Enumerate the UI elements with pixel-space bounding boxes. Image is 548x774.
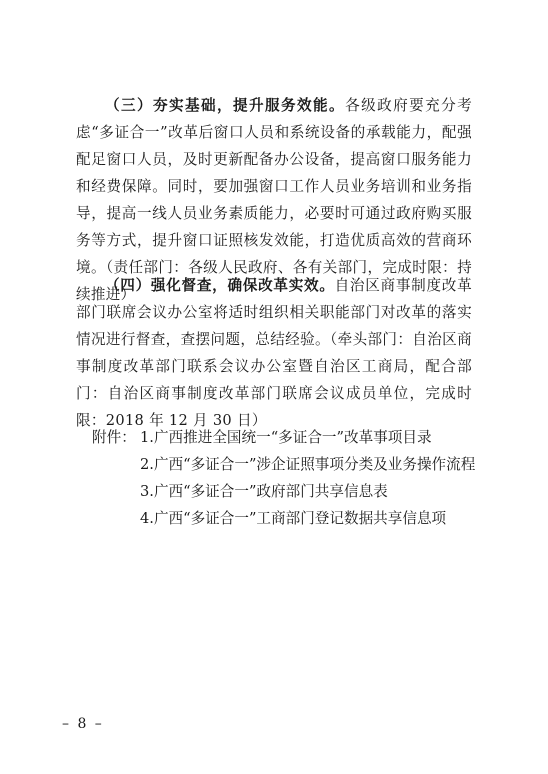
attachment-item: [140, 451, 480, 478]
section-3-body: 各级政府要充分考虑“多证合一”改革后窗口人员和系统设备的承载能力，配强配足窗口人员，及时更新配备办公设备，提高窗口服务能力和经费保障。同时，要加强窗口工作人员业务培训和业务指导，提高一线人员业务素质能力，必要时可通过政府购买服务等方式，提升窗口证照核发效能，打造优质高效的营商环境。（责任部门：各级人民政府、各有关部门，完成时限：持续推进）: [76, 97, 472, 303]
attachments-block: [92, 424, 480, 532]
page-number: – 8 –: [62, 716, 104, 732]
attachment-item: [140, 424, 480, 451]
attachment-item: [140, 505, 480, 532]
attachments-label: 附件：: [92, 429, 136, 446]
attachment-number: 1.: [140, 429, 154, 446]
attachment-title: 广西“多证合一”政府部门共享信息表: [153, 483, 388, 500]
attachment-number: 2.: [140, 456, 154, 473]
attachments-list: [140, 424, 480, 532]
attachment-title: 广西“多证合一”涉企证照事项分类及业务操作流程: [153, 456, 476, 473]
section-3-heading: （三）夯实基础，提升服务效能。: [105, 97, 346, 114]
section-4-paragraph: [76, 272, 472, 434]
attachment-title: 广西“多证合一”工商部门登记数据共享信息项: [153, 510, 447, 527]
section-4-heading: （四）强化督查，确保改革实效。: [105, 277, 335, 294]
section-4-body: 自治区商事制度改革部门联席会议办公室将适时组织相关职能部门对改革的落实情况进行督查，查摆问题，总结经验。（牵头部门：自治区商事制度改革部门联系会议办公室暨自治区工商局，配合部门：自治区商事制度改革部门联席会议成员单位，完成时限：2018 年 12 月 30 日）: [76, 277, 472, 429]
attachment-number: 3.: [140, 483, 154, 500]
attachment-number: 4.: [140, 510, 154, 527]
attachment-title: 广西推进全国统一“多证合一”改革事项目录: [153, 429, 432, 446]
attachment-item: [140, 478, 480, 505]
